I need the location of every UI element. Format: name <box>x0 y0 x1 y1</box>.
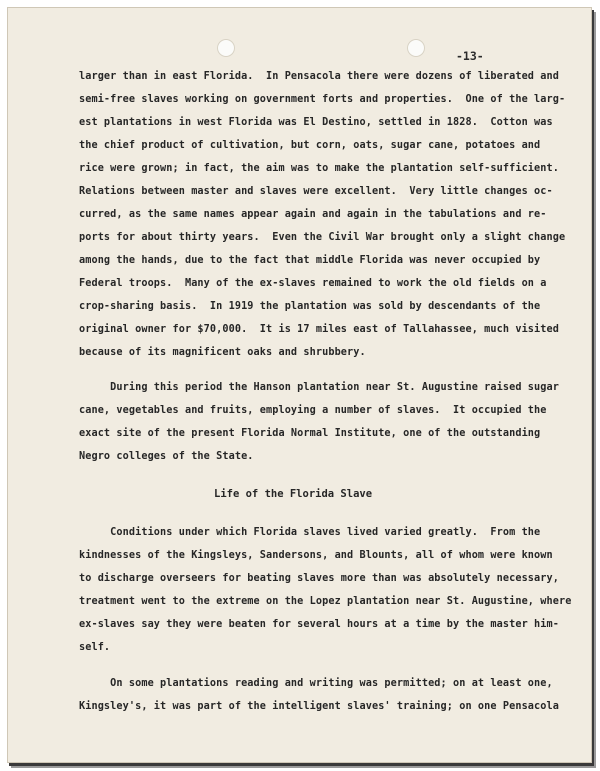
text-line: Relations between master and slaves were excellent. Very little changes oc- <box>79 186 553 197</box>
text-line: the chief product of cultivation, but corn, oats, sugar cane, potatoes and <box>79 140 541 151</box>
text-line: Kingsley's, it was part of the intelligent slaves' training; on one Pensacola <box>79 701 559 712</box>
text-line: Negro colleges of the State. <box>79 451 254 462</box>
text-line: to discharge overseers for beating slaves more than was absolutely necessary, <box>79 573 559 584</box>
paragraph-el-destino <box>79 65 566 364</box>
text-line: ports for about thirty years. Even the Civil War brought only a slight change <box>79 232 566 243</box>
text-line: semi-free slaves working on government forts and properties. One of the larg- <box>79 94 566 105</box>
section-heading: Life of the Florida Slave <box>214 488 373 500</box>
text-line: Conditions under which Florida slaves lived varied greatly. From the <box>79 527 541 538</box>
text-line: cane, vegetables and fruits, employing a number of slaves. It occupied the <box>79 405 547 416</box>
text-line: curred, as the same names appear again and again in the tabulations and re- <box>79 209 547 220</box>
text-line: est plantations in west Florida was El Destino, settled in 1828. Cotton was <box>79 117 553 128</box>
paragraph-hanson-plantation <box>79 376 559 468</box>
text-line: Federal troops. Many of the ex-slaves remained to work the old fields on a <box>79 278 547 289</box>
text-line: exact site of the present Florida Normal Institute, one of the outstanding <box>79 428 541 439</box>
text-line: On some plantations reading and writing was permitted; on at least one, <box>79 678 553 689</box>
paragraph-conditions <box>79 521 572 659</box>
page-number: -13- <box>456 49 484 63</box>
punch-hole-left <box>217 39 235 57</box>
text-line: among the hands, due to the fact that middle Florida was never occupied by <box>79 255 541 266</box>
text-line: because of its magnificent oaks and shrubbery. <box>79 347 366 358</box>
text-line: larger than in east Florida. In Pensacola there were dozens of liberated and <box>79 71 559 82</box>
punch-hole-right <box>407 39 425 57</box>
text-line: original owner for $70,000. It is 17 miles east of Tallahassee, much visited <box>79 324 559 335</box>
text-line: self. <box>79 642 111 653</box>
text-line: During this period the Hanson plantation near St. Augustine raised sugar <box>79 382 559 393</box>
text-line: crop-sharing basis. In 1919 the plantation was sold by descendants of the <box>79 301 541 312</box>
text-line: treatment went to the extreme on the Lopez plantation near St. Augustine, where <box>79 596 572 607</box>
text-line: rice were grown; in fact, the aim was to make the plantation self-sufficient. <box>79 163 559 174</box>
text-line: kindnesses of the Kingsleys, Sandersons, and Blounts, all of whom were known <box>79 550 553 561</box>
paragraph-reading-writing <box>79 672 559 718</box>
text-line: ex-slaves say they were beaten for several hours at a time by the master him- <box>79 619 559 630</box>
